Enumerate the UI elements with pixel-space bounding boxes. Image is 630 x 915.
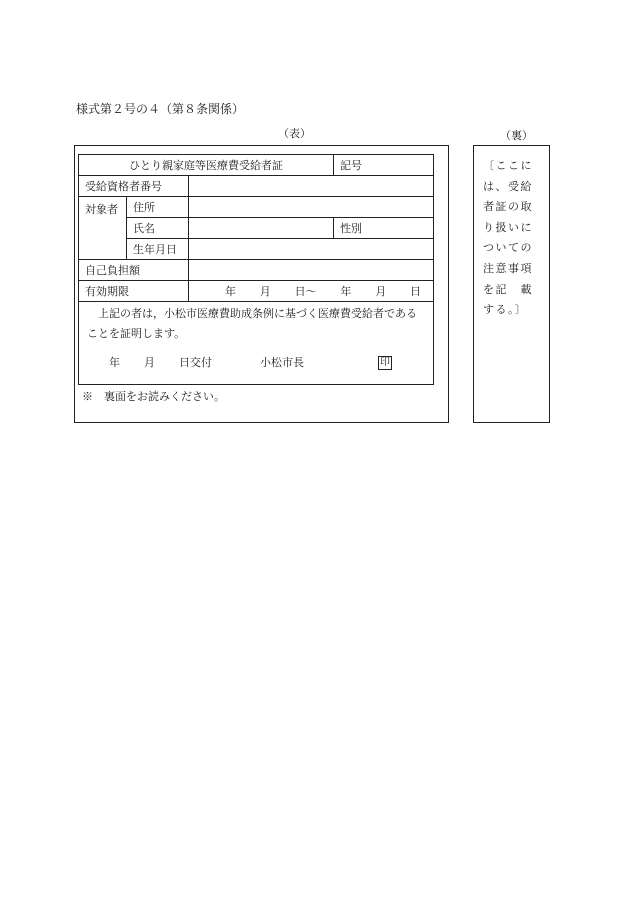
seal-mark: 印 <box>380 357 390 368</box>
address-value <box>189 197 434 218</box>
issue-day: 日交付 <box>179 356 212 369</box>
validity-start-day: 日～ <box>294 285 317 298</box>
validity-label: 有効期限 <box>79 281 189 302</box>
front-label: （表） <box>278 127 311 140</box>
subject-label: 対象者 <box>79 197 127 260</box>
eligible-number-label: 受給資格者番号 <box>79 176 189 197</box>
back-label: （裏） <box>500 129 533 142</box>
copay-row <box>79 260 434 281</box>
validity-row <box>79 281 434 302</box>
copay-value <box>189 260 434 281</box>
birthdate-label: 生年月日 <box>127 239 189 260</box>
issue-line <box>87 352 425 374</box>
birthdate-value <box>189 239 434 260</box>
birthdate-row <box>79 239 434 260</box>
copay-label: 自己負担額 <box>79 260 189 281</box>
form-heading: 様式第２号の４（第８条関係） <box>76 102 245 116</box>
name-row <box>79 218 434 239</box>
name-value <box>189 218 334 239</box>
address-label: 住所 <box>127 197 189 218</box>
back-note: ※ 裏面をお読みください。 <box>82 390 225 403</box>
back-instructions: 〔ここには、受給者証の取り扱いについての注意事項を記 載 する。〕 <box>483 159 546 317</box>
mayor-title: 小松市長 <box>260 356 304 369</box>
name-label: 氏名 <box>127 218 189 239</box>
statement-cell <box>79 302 434 385</box>
validity-value <box>189 281 434 302</box>
certification-statement: 上記の者は，小松市医療費助成条例に基づく医療費受給者であることを証明します。 <box>87 307 417 340</box>
validity-start-year: 年 <box>225 285 236 298</box>
eligible-number-row <box>79 176 434 197</box>
validity-start-month: 月 <box>259 285 271 298</box>
certificate-table <box>78 154 434 385</box>
address-row <box>79 197 434 218</box>
code-label: 記号 <box>334 155 434 176</box>
issue-year: 年 <box>109 356 120 369</box>
certificate-title: ひとり親家庭等医療費受給者証 <box>79 155 334 176</box>
validity-end-month: 月 <box>375 285 387 298</box>
issue-month: 月 <box>144 356 155 369</box>
validity-end-day: 日 <box>409 285 421 298</box>
title-row <box>79 155 434 176</box>
gender-label: 性別 <box>334 218 434 239</box>
statement-row <box>79 302 434 385</box>
validity-end-year: 年 <box>340 285 352 298</box>
eligible-number-value <box>189 176 434 197</box>
